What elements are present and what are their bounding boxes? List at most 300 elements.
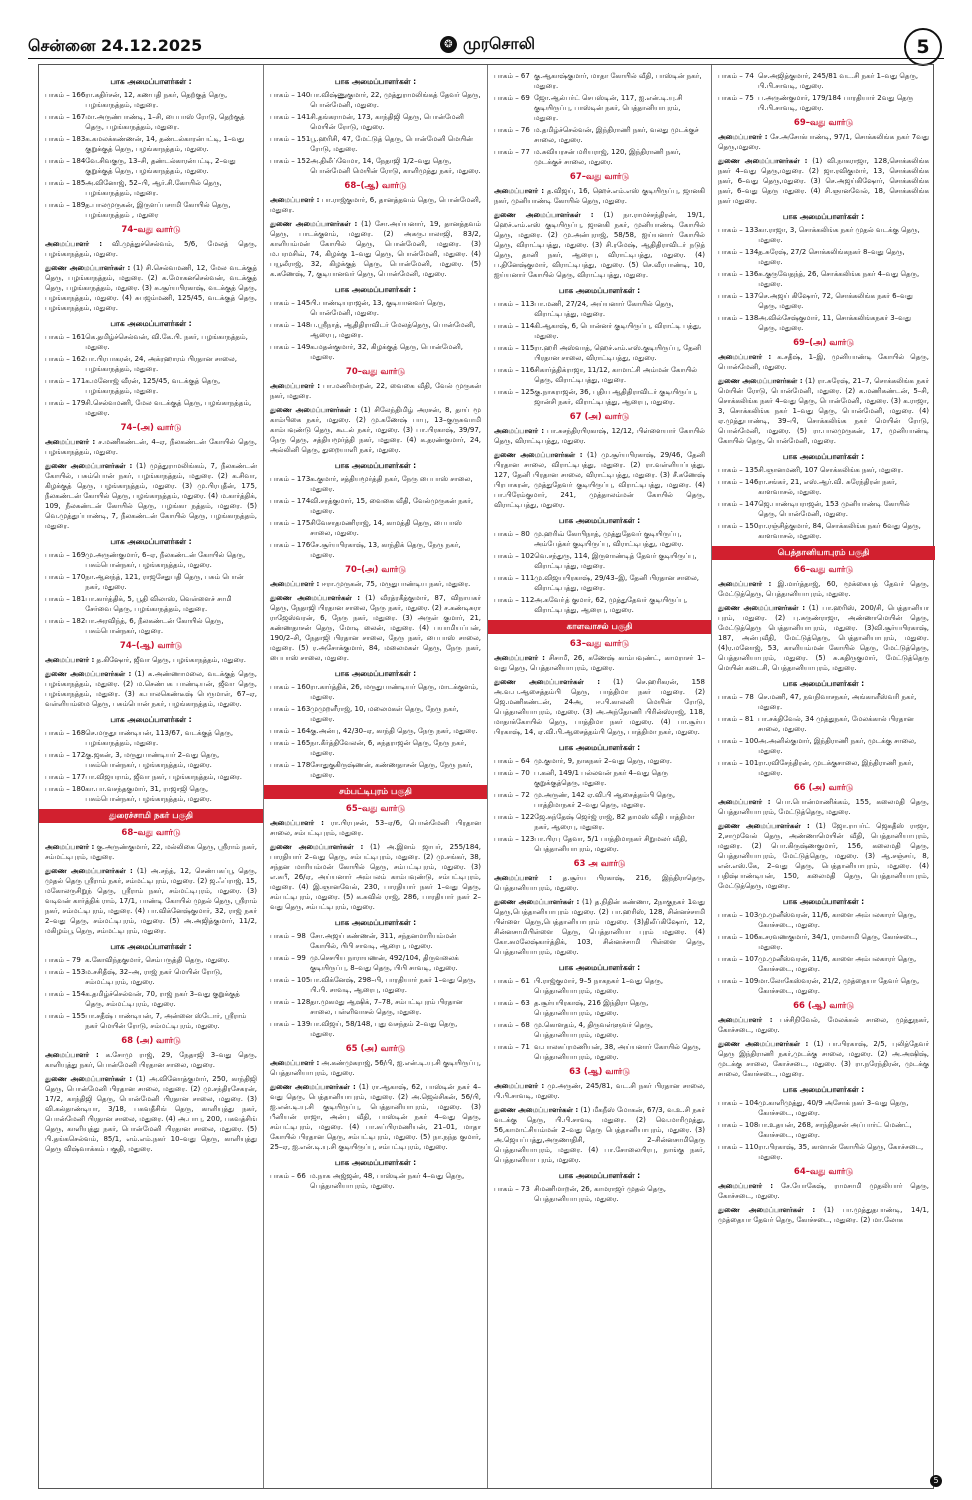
booth-organiser: ப.கனி, 149/1 பல்லவன் நகர் 4–வது தெரு குறுக்குத்தெரு, மதுரை. — [534, 769, 668, 787]
booth-number: பாகம் – 155 — [45, 1012, 86, 1020]
organiser-paragraph — [718, 132, 929, 152]
booth-organiser: க.சரவணகுமார், 34/1, ராமசாமி தெரு, கோச்சடை, மதுரை. — [758, 933, 918, 951]
booth-organiser: ரா.ரஞ்சித்குமார், 84, சொக்கலிங்க நகர் 6வது தெரு, காளவாசல், மதுரை. — [758, 522, 921, 540]
booth-number: பாகம் – 78 — [718, 693, 754, 701]
role-details: அ.கண்முகராஜ், 56/பி, ஐ.என்.டி.யு.சி குடியிருப்பு, பெத்தானியாபுரம், மதுரை. — [270, 1059, 481, 1077]
role-label: துணை அமைப்பாளர்கள் : — [494, 211, 594, 219]
booth-organiser: மு.செசபிய நாராயணன், 492/104, திருவலைக் குடியிருப்பு, 8–வது தெரு, பிபி சாவடி, மதுரை. — [310, 954, 459, 972]
booth-entry — [718, 954, 929, 974]
booth-organiser: ரா.சங்கர், 21, எஸ்.ஆர்.வி. சுரேந்திரன் நகர், காளவாசல், மதுரை. — [758, 478, 897, 496]
booth-number: பாகம் – 63 — [494, 999, 530, 1007]
organiser-paragraph — [45, 1050, 257, 1070]
booth-organiser: பா.சக்திவேல், 34 முத்துநகர், மேலக்கால் பிரதான சாலை, மதுரை. — [758, 715, 914, 733]
organiser-paragraph — [45, 866, 257, 936]
booth-entry — [718, 269, 929, 289]
booth-entry — [270, 997, 481, 1017]
subheading: பாக அமைப்பாளர்கள் : — [558, 743, 641, 752]
organiser-paragraph — [494, 450, 705, 510]
booth-entry — [494, 976, 705, 996]
booth-entry — [270, 738, 481, 758]
role-details: (1) பா.ஹரிஸ், 200/சி, பெத்தானியா புரம், மதுரை. (2) பு.சுருண்ராஜா, அண்ணாமெயின் தெரு, மேட்டுத்தெரு பெத்தானியாபுரம், மதுரை. (3)வி.சூர்யபிரகாஷ், 187, அன்புவீதி, மேட்டுத்தெரு, பெத்தானியாபுரம், மதுரை. (4)ர.மனோஜ், 53, காளியம்மன் கோயில் தெரு, மேட்டுத்தெரு, பெத்தானியாபுரம், மதுரை. (5) சு.கதிருகுமார், மேட்டுத்தெரு மெயின் கடைசி, பெத்தானியாபுரம், மதுரை. — [718, 604, 929, 672]
ward-heading: 68 (அ) வார்டு — [121, 1036, 181, 1046]
role-details: (1) அ.வினோத்குமார், 250, காந்திஜி தெரு, பொன்மேனி பிரதான சாலை, மதுரை. (2) மு.சந்திரசேகரன், 17/2, காந்திஜி தெரு, பொன்மேனி பிரதான சாலை, மதுரை. (3) வி.கல்தாண்டியா, 3/18, பகவதீசிங் தெரு, காளியுத்து நகர், பொன்மேனி பிரதான சாலை, மதுரை. (4) அ.பாபு, 200, பகவத்சிங் தெரு, காளியுத்து நகர், பொன்மேனி பிரதான சாலை, மதுரை. (5) பி.தங்கசெல்வம், 85/1, எம்.எம்.நகர் 10–வது தெரு, காளியுத்து தெரு விஷ்வாக்கம் பகுதி, மதுரை. — [45, 1075, 257, 1153]
booth-entry — [270, 90, 481, 110]
booth-entry — [270, 540, 481, 560]
booth-number: பாகம் – 66 — [270, 1172, 306, 1180]
role-label: துணை அமைப்பாளர்கள் : — [270, 1083, 356, 1091]
organiser-paragraph — [718, 1039, 929, 1079]
booth-entry — [270, 320, 481, 340]
booth-entry — [45, 728, 257, 748]
section-banner: சம்பட்டிபுரம் பகுதி — [264, 785, 487, 799]
booth-entry — [718, 758, 929, 778]
booth-number: பாகம் – 67 — [494, 72, 530, 80]
booth-organiser: பா.பிரபாகரன், 24, அக்ரஹாரம் பிரதான சாலை, பழங்காநத்தம், மதுரை. — [85, 355, 237, 373]
booth-entry — [45, 1011, 257, 1031]
role-details: (1) செ.ஹரிகரன், 158 அ.வ.ப.ஆசைத்தம்பி தெரு, பாத்திமா நகர் மதுரை. (2) ஜெ.மணிகண்டன், 24அ, ஈ.பி.காலனி மெயின் ரோடு, பெத்தானியாபுரம், மதுரை. (3) அ.அந்தோணி பிரின்ஸ்ராஜ், 118, மாதாக்கோயில் தெரு, பாத்திமா நகர் மதுரை. (4) பா.சூர்ய பிரகாஷ், 14, ஏ.வி.பி.ஆசைத்தம்பி தெரு, பாத்திமா நகர், மதுரை. — [494, 678, 705, 736]
role-details: ஈரா.முருகன், 75, மருதுபாண்டிய நகர், மதுரை. — [319, 580, 471, 588]
booth-entry — [45, 772, 257, 782]
booth-organiser: ம.சசிதீஷ், 32–அ, ராஜ் நகர் மெயின் ரோடு, சம்மட்டிபுரம், மதுரை. — [85, 968, 223, 986]
ward-heading: 66 (அ) வார்டு — [793, 783, 854, 793]
role-details: (1) ரா.ஆகாஷ், 62, பாஸ்டின் நகர் 4–வது தெரு, பெத்தானியாபுரம், மதுரை. (2) அ.ஜெல்சிகன், 56/பி, ஐ.என்.டி.யு.சி குடியிருப்பு, பெத்தானியாபுரம், மதுரை. (3) பீனியன் ராஜா, அன்பு வீதி, பாஸ்டின் நகர் 4–வது தெரு, சம்பட்டிபுரம், மதுரை. (4) பா.சுப்பிரமணியன், 21–01, மாதா கோயில் பிரதான தெரு, சம்பட்டிபுரம், மதுரை. (5) நா.நந்த குமார், 25–ஏ, ஐ.என்.டி.யு.சி குடியிருப்பு, சம்பட்டிபுரம், மதுரை. — [270, 1083, 481, 1151]
booth-entry — [718, 247, 929, 267]
booth-organiser: அ.திலீப்வேமா, 14, நேதாஜி 1/2–வது தெரு, பொன்மேனி மெயின் ரோடு, காளிமுத்து நகர், மதுரை. — [310, 157, 481, 175]
booth-entry — [718, 692, 929, 712]
booth-entry — [494, 998, 705, 1018]
subheading: பாக அமைப்பாளர்கள் : — [334, 918, 417, 927]
booth-number: பாகம் – 173 — [270, 475, 311, 483]
role-details: கு.அருண்குமார், 22, மல்லிகை தெரு, ஸ்ரீராம் நகர், சம்மட்டிபுரம், மதுரை. — [45, 843, 257, 861]
booth-organiser: ம.நாக அஜ்ஜன், 48, பாஸ்டின் நகர் 4–வது தெரு, பெத்தானியாபுரம், மதுரை. — [310, 1172, 465, 1190]
booth-number: பாகம் – 150 — [718, 522, 759, 530]
masthead-logo-icon: ❂ — [440, 36, 457, 53]
booth-entry — [494, 529, 705, 549]
booth-organiser: சிவேசாதமணிராஜ், 14, காமத்தி தெரு, பைபாஸ் சாலை, மதுரை. — [310, 519, 462, 537]
booth-number: பாகம் – 133 — [718, 226, 759, 234]
booth-organiser: பா.விஜய், 58/148, புது வசந்தம் 2–வது தெரு, மதுரை. — [310, 1020, 458, 1038]
organiser-paragraph — [45, 239, 257, 259]
role-details: க.சோமு ராஜ், 29, நேதாஜி 3–வது தெரு, காளியுத்து நகர், பொன்மேனி பிரதான சாலை, மதுரை. — [45, 1051, 257, 1069]
ward-heading: 74–(ஆ) வார்டு — [119, 641, 183, 651]
booth-entry — [45, 178, 257, 198]
booth-organiser: பா.விக்னேஷ், 298–பி, பாரதியார் நகர் 1–வது தெரு, பி.பி. சாவடி, ஆரைபு, மதுரை. — [310, 976, 476, 994]
booth-number: பாகம் – 153 — [45, 968, 86, 976]
booth-organiser: வி.சரத்குமார், 15, வைகை வீதி, வேல்முருகன் நகர், மதுரை. — [310, 497, 474, 515]
booth-number: பாகம் – 145 — [270, 299, 311, 307]
booth-organiser: ரா.ரவிசேந்திரன், முடக்குசாலை, இந்திராணி நகர், மதுரை. — [758, 759, 914, 777]
role-label: துணை அமைப்பாளர்கள் : — [270, 843, 364, 851]
booth-organiser: மு.குமார், 9, நாகநகர் 2–வது தெரு, மதுரை. — [534, 757, 673, 765]
organiser-paragraph — [45, 1074, 257, 1154]
role-details: மு.அருண், 245/81, வட.சி நகர் பிரதான சாலை, பி.பி.சாவடி, மதுரை. — [494, 1082, 705, 1100]
booth-number: பாகம் – 176 — [270, 541, 311, 549]
organiser-paragraph — [494, 210, 705, 280]
booth-number: பாகம் – 148 — [270, 321, 311, 329]
booth-organiser: ரா.ஹரி அஸ்வாத், ஹெச்.எம்.எஸ்.குடியிருப்பு, தேனி பிரதான சாலை, விராட்டிபத்து, மதுரை. — [534, 344, 702, 362]
role-details: சிசாமீ, 26, கணேஷ் காம்பவுண்ட், காமராசர் 1–வது தெரு, பெத்தானியாபுரம், மதுரை. — [494, 654, 705, 672]
booth-entry — [718, 291, 929, 311]
masthead — [440, 34, 535, 55]
ward-heading: 67–வது வார்டு — [569, 172, 630, 182]
role-label: அமைப்பாளர் : — [45, 1051, 99, 1059]
booth-number: பாகம் – 170 — [45, 573, 86, 581]
subheading: பாக அமைப்பாளர்கள் : — [782, 679, 865, 688]
booth-number: பாகம் – 75 — [718, 94, 754, 102]
booth-number: பாகம் – 164 — [270, 727, 311, 735]
booth-number: பாகம் – 109 — [718, 977, 759, 985]
booth-organiser: பா.விஜயராம், ஜீவா நகர், பழங்காநத்தம், மதுரை. — [85, 773, 243, 781]
role-label: அமைப்பாளர் : — [270, 196, 320, 204]
role-label: அமைப்பாளர் : — [718, 580, 772, 588]
role-label: துணை அமைப்பாளர்கள் : — [718, 1206, 816, 1214]
booth-number: பாகம் – 135 — [718, 466, 759, 474]
role-label: அமைப்பாளர் : — [270, 1059, 320, 1067]
booth-entry — [494, 790, 705, 810]
booth-number: பாகம் – 114 — [494, 322, 535, 330]
booth-entry — [718, 499, 929, 519]
booth-entry — [45, 750, 257, 770]
booth-number: பாகம் – 102 — [494, 552, 535, 560]
booth-number: பாகம் – 111 — [494, 574, 535, 582]
booth-organiser: மு.கொளதம், 4, திருவள்ளுவர் தெரு, பெத்தானியாபுரம், மதுரை. — [534, 1021, 654, 1039]
role-details: (1) ஜோ.ராபர்ட் ஜெகதீஸ் ராஜா, 2,சாமுவேல் தெரு, அண்ணாமெயின் வீதி, பெத்தானியாபுரம், மதுரை. (2) பொ.கிருஷ்ணகுமார், 156, கலைமதி தெரு, பெத்தானியாபுரம், மேட்டுத்தெரு, மதுரை. (3) ஆ.சஞ்சய், 8, என்.எஸ்.கே, 2–வது தெரு, பெத்தானியாபுரம், மதுரை. (4) பதிஷ்பாண்டியன், 150, கலைமதி தெரு, பெத்தானியாபுரம், மேட்டுத்தெரு, மதுரை. — [718, 822, 929, 890]
booth-number: பாகம் – 107 — [718, 955, 759, 963]
booth-entry — [270, 760, 481, 780]
ward-heading: 74–வது வார்டு — [121, 225, 181, 235]
organiser-paragraph — [45, 842, 257, 862]
booth-organiser: அ.வினோஜ், 52–பி, ஆர்.சி.கோயில் தெரு, பழங்காநத்தம், மதுரை. — [85, 179, 222, 197]
booth-organiser: அ.அனில்குமார், இந்திராணி நகர், முடக்கு சாலை, மதுரை. — [758, 737, 917, 755]
column-2 — [263, 65, 487, 1488]
booth-entry — [270, 112, 481, 132]
ward-heading: 66–வது வார்டு — [793, 565, 854, 575]
booth-entry — [45, 200, 257, 220]
ward-heading: 69–(அ) வார்டு — [793, 338, 854, 348]
booth-organiser: நா.ஆனந்த், 121, ராஜசேதுபதி தெரு, பசும் பொன் நகர், மதுரை. — [85, 573, 244, 591]
organiser-paragraph — [718, 352, 929, 372]
column-4 — [711, 65, 935, 1488]
booth-organiser: ஜோ.ஆல்பர்ட் செபஸ்டின், 117, ஐ.என்.டி.யு.சி குடியிருப்பு, பாஸ்டின் நகர், பெத்தானியாபுரம், மதுரை. — [534, 94, 683, 122]
booth-number: பாகம் – 81 — [718, 715, 754, 723]
organiser-paragraph — [494, 897, 705, 957]
booth-entry — [270, 975, 481, 995]
booth-number: பாகம் – 77 — [494, 148, 530, 156]
booth-entry — [718, 521, 929, 541]
booth-number: பாகம் – 110 — [718, 1143, 759, 1151]
ward-heading: 64–வது வார்டு — [793, 1167, 854, 1177]
ward-heading: 70–(அ) வார்டு — [345, 565, 406, 575]
role-label: அமைப்பாளர் : — [270, 580, 320, 588]
subheading: பாக அமைப்பாளர்கள் : — [110, 77, 192, 86]
booth-entry — [270, 496, 481, 516]
booth-entry — [494, 1184, 705, 1204]
booth-organiser: த.பாலமுருகன், இருளப்பசாமி கோயில் தெரு, பழங்காநத்தம் , மதுரை — [85, 201, 231, 219]
role-details: (1) மு.சூர்யபிரகாஷ், 29/46, தேனி பிரதான சாலை, விராட்டிபத்து, மதுரை. (2) ரா.வள்ளியப்பத்து, 127, தேனி பிரதான சாலை, விராட்டிபத்து, மதுரை. (3) சீ.கணேஷ் பிரபாகரன், முத்துதேவர் குடியிருப்பு, விராட்டிபத்து, மதுரை. (4) பா.பிரேம்குமார், 241, முத்தாலம்மன் கோயில் தெரு, விராட்டிபத்து, மதுரை. — [494, 451, 705, 509]
booth-organiser: சிகார்த்திக்ராஜா, 11/12, காமாட்சி அம்மன் கோயில் தெரு, விராட்டிபத்து, மதுரை. — [534, 366, 698, 384]
role-details: (1) சிலேந்திமிழ் அரசன், 8, தாய் மூ காம்பிகை நகர், மதுரை. (2) மு.கணேஷ் பாபு, 13–குருசுவாமி காம்பவுண்டு தெரு, கூடல் நகர், மதுரை. (3) பா.பிரகாஷ், 39/97, நேரு தெரு, சத்தியமூர்த்தி நகர், மதுரை. (4) க.தரண்குமார், 24, அல்லினி தெரு, துறையாளி நகர், மதுரை. — [270, 406, 481, 454]
booth-entry — [494, 756, 705, 766]
booth-organiser: பா.பிரபு தேவா, 5/1 பாத்திமாநகர் சிறுமலர் வீதி, பெத்தானியாபுரம், மதுரை. — [534, 835, 688, 853]
booth-organiser: க.கோவிந்தகுமார், செம்பருத்தி தெரு, மதுரை. — [85, 956, 230, 964]
subheading: பாக அமைப்பாளர்கள் : — [558, 516, 641, 525]
booth-number: பாகம் – 169 — [45, 551, 86, 559]
role-label: துணை அமைப்பாளர்கள் : — [718, 157, 808, 165]
booth-number: பாகம் – 108 — [718, 1121, 759, 1129]
booth-entry — [45, 90, 257, 110]
footer-page-number: 5 — [930, 1475, 942, 1487]
role-details: சே.யோகேஷ், ராமசாமி முதலியார் தெரு, கோச்சடை, மதுரை. — [718, 1182, 930, 1200]
booth-organiser: கா.பா.வசந்தகுமார், 31, ராஜாஜி தெரு, பசும்பொன்நகர், பழங்காநத்தம், மதுரை. — [85, 785, 212, 803]
booth-number: பாகம் – 177 — [45, 773, 86, 781]
booth-organiser: த.சுரேஷ், 27/2 சொக்கலிங்கநகர் 8–வது தெரு, மதுரை. — [758, 248, 905, 266]
booth-organiser: செ.அஜித்குமார், 245/81 வட.சி நகர் 1–வது தெரு, பி.பி.சாவடி, மதுரை. — [758, 72, 919, 90]
booth-entry — [718, 225, 929, 245]
role-label: அமைப்பாளர் : — [494, 874, 552, 882]
booth-entry — [494, 125, 705, 145]
booth-number: பாகம் – 112 — [494, 596, 535, 604]
booth-entry — [718, 93, 929, 113]
booth-number: பாகம் – 106 — [718, 933, 759, 941]
booth-organiser: முமுறளீராஜ், 10, மலைமகள் தெரு, நேரு நகர், மதுரை. — [310, 705, 459, 723]
ward-heading: 63 (ஆ) வார்டு — [569, 1067, 630, 1077]
role-details: (1) அ.இளம் ஜாபர், 255/184, பாரதியார் 2–வது தெரு, சம்பட்டிபுரம், மதுரை. (2) மு.சங்கர், 38, சந்தன மாரியம்மன் கோயில் தெரு, சம்பட்டிபுரம், மதுரை. (3) எ.சுபீ, 26/ஏ, அய்யனார் அம்பலம் காம்பவுண்டு, சம்பட்டிபுரம், மதுரை. (4) இ.ஞானவேல், 230, பாரதியார் நகர் 1–வது தெரு, சம்பட்டிபுரம், மதுரை. (5) க.சுவில் ராஜ், 286, பாரதியார் நகர் 2–வது தெரு, சம்பட்டிபுரம், மதுரை. — [270, 843, 481, 911]
booth-organiser: க.கமலக்கண்ணன், 14, தண்டல்காரன்பட்டி, 1–வது குறுக்குத் தெரு, பழங்காநத்தம், மதுரை. — [85, 135, 245, 153]
booth-number: பாகம் – 178 — [270, 761, 311, 769]
booth-number: பாகம் – 64 — [494, 757, 530, 765]
booth-entry — [718, 932, 929, 952]
booth-organiser: அ.கவோ்த் குமார், 62, முத்துதேவர் குடியிருப்பு, விராட்டிபத்து, ஆரைபு, மதுரை. — [534, 596, 688, 614]
booth-organiser: அ.வில்சேஷ்குமார், 11, சொக்கலிங்கநகர் 3–வது தெரு, மதுரை. — [758, 314, 911, 332]
booth-number: பாகம் – 122 — [494, 813, 535, 821]
role-details: பச்சிநிவேல், மேலக்கல் சாலை, முத்துநகர், கோச்சடை, மதுரை. — [718, 1016, 929, 1034]
booth-organiser: கெ.தமிழ்ச்செல்வன், வி.கே.பி. நகர், பழங்காநத்தம், மதுரை. — [85, 333, 248, 351]
booth-organiser: தா.முகமது ஆஷிக், 7–78, சம்பட்டிபுரம் பிரதான சாலை, பள்ளிவாசல் தெரு, மதுரை. — [310, 998, 463, 1016]
booth-number: பாகம் – 69 — [494, 94, 530, 102]
role-label: அமைப்பாளர் : — [718, 1182, 774, 1190]
role-label: துணை அமைப்பாளர்கள் : — [45, 264, 131, 272]
booth-entry — [270, 1171, 481, 1191]
booth-entry — [270, 298, 481, 318]
booth-entry — [718, 1098, 929, 1118]
booth-organiser: க.மனோஜ் வீரன், 125/45, வடக்குத் தெரு, பழங்காநத்தம், மதுரை. — [85, 377, 221, 395]
role-label: அமைப்பாளர் : — [718, 1016, 773, 1024]
role-details: வி.முத்துச்செல்வம், 5/6, மேலத் தெரு, பழங்காநத்தம், மதுரை. — [45, 240, 257, 258]
booth-organiser: பா.விஷ்ணுகுமார், 22, முத்துராமலிங்கத் தேவர் தெரு, பொன்மேனி, மதுரை. — [310, 91, 481, 109]
booth-number: பாகம் – 98 — [270, 932, 306, 940]
subheading: பாக அமைப்பாளர்கள் : — [334, 285, 417, 294]
booth-entry — [718, 976, 929, 996]
booth-organiser: க.குமார், சத்தியமூர்த்தி நகர், நேரு பைபாஸ் சாலை, மதுரை. — [310, 475, 473, 493]
role-label: அமைப்பாளர் : — [494, 187, 545, 195]
booth-organiser: ஜே.சுந்தேஷ் ஜெர்ஜ் ராஜ், 82 தாமஸ் வீதி பாத்திமா நகர், ஆரைபு, மதுரை. — [534, 813, 695, 831]
booth-number: பாகம் – 105 — [270, 976, 311, 984]
booth-entry — [270, 156, 481, 176]
booth-number: பாகம் – 171 — [45, 377, 86, 385]
booth-entry — [494, 93, 705, 123]
booth-entry — [270, 342, 481, 362]
role-label: அமைப்பாளர் : — [494, 654, 545, 662]
booth-entry — [718, 1142, 929, 1162]
subheading: பாக அமைப்பாளர்கள் : — [782, 1085, 865, 1094]
ward-heading: 69–வது வார்டு — [793, 118, 854, 128]
role-details: பா.சுசந்திரபிரகாஷ், 12/12, பிள்ளையார் கோயில் தெரு, விராட்டிபத்து, மதுரை. — [494, 427, 705, 445]
booth-number: பாகம் – 123 — [494, 835, 535, 843]
booth-number: பாகம் – 99 — [270, 954, 306, 962]
booth-organiser: கா.ராஜா, 3, சொக்கலிங்க நகர் முதல் வடக்கு தெரு, மதுரை. — [758, 226, 920, 244]
role-label: அமைப்பாளர் : — [718, 798, 771, 806]
booth-number: பாகம் – 128 — [270, 998, 311, 1006]
booth-entry — [270, 1019, 481, 1039]
booth-entry — [718, 910, 929, 930]
column-3 — [487, 65, 711, 1488]
organiser-paragraph — [270, 1058, 481, 1078]
booth-number: பாகம் – 79 — [45, 956, 81, 964]
booth-entry — [45, 616, 257, 636]
role-details: பொ.பொன்மாணிக்கம், 155, கலைமதி தெரு, பெத்தானியாபுரம், மேட்டுத்தெரு, மதுரை. — [718, 798, 929, 816]
role-details: (1) முத்துராமலிங்கம், 7, நீலகண்டன் கோயில், பசும்பொன் நகர், பழங்காநத்தம், மதுரை. (2) க.சிவா, கிழக்குத் தெரு, பழங்காநத்தம், மதுரை. (3) மு.பிரபுதீன், 175, நீலகண்டன் கோயில் தெரு, பழங்காநத்தம், மதுரை. (4) ம.கார்த்திக், 109, நீலகண்டன் கோயில் தெரு, பழங்கா நத்தம், மதுரை. (5) வெ.முத்துப்பாண்டி, 7, நீலகண்டன் கோயில் தெரு, பழங்காநத்தம், மதுரை. — [45, 462, 257, 530]
subheading: பாக அமைப்பாளர்கள் : — [334, 461, 417, 470]
booth-organiser: சி.தங்கராமன், 173, காந்திஜி தெரு, பொன்மேனி மெயின் ரோடு, மதுரை. — [310, 113, 464, 131]
booth-organiser: சி.செல்வமணி, மேல வடக்குத் தெரு, பழங்காநத்தம், மதுரை. — [85, 399, 252, 417]
booth-entry — [494, 595, 705, 615]
booth-number: பாகம் – 139 — [270, 1020, 311, 1028]
subheading: பாக அமைப்பாளர்கள் : — [558, 1171, 641, 1180]
booth-number: பாகம் – 73 — [494, 1185, 530, 1193]
booth-entry — [45, 134, 257, 154]
subheading: பாக அமைப்பாளர்கள் : — [782, 452, 865, 461]
organiser-paragraph — [718, 1205, 929, 1225]
booth-number: பாகம் – 154 — [45, 990, 86, 998]
subheading: பாக அமைப்பாளர்கள் : — [558, 963, 641, 972]
edition-date: சென்னை 24.12.2025 — [28, 36, 203, 55]
booth-entry — [494, 299, 705, 319]
booth-organiser: மா.அருண்பாண்டி, 1–சி, பைபாஸ் ரோடு, தெற்குத் தெரு, பழங்காநத்தம், மதுரை. — [85, 113, 245, 131]
booth-entry — [494, 812, 705, 832]
page-number: 5 — [904, 28, 942, 66]
booth-organiser: க.மதன்குமார், 32, கிழக்குத் தெரு, பொன்மேனி, மதுரை. — [310, 343, 463, 361]
role-details: த.சூர்ய பிரகாஷ், 216, இந்திராதெரு, பெத்தானியாபுரம், மதுரை. — [494, 874, 705, 892]
role-details: க.சதீஷ், 1–இ, முனியாண்டி கோயில் தெரு, பொன்மேனி, மதுரை. — [718, 353, 929, 371]
booth-entry — [270, 134, 481, 154]
role-details: (1) நா.ராமச்சந்திரன், 19/1, ஹெச்.எம்.எஸ் குடியிருப்பு, ஜானகி நகர், முனியாண்டி கோயில் தெரு, மதுரை. (2) மு.அன்புராஜ், 58/58, ஐய்யனார் கோயில் தெரு, விராட்டிபத்து, மதுரை. (3) சி.ரமேஷ், ஆதிதிராவிடர் நடுத் தெரு, தானி நகர், ஆரைபு, விராட்டிபத்து, மதுரை. (4) ப.தினேஷ்குமார், விராட்டிபத்து, மதுரை. (5) செ.வீரபாண்டி, 10, ஐய்யனார் கோயில் தெரு, விராட்டிபத்து, மதுரை. — [494, 211, 705, 279]
booth-organiser: பா.சதீஷ் பாண்டியன், 7, அன்னை ஸ்டோர், ஸ்ரீராம் நகர் மெயின் ரோடு, சம்மட்டிபுரம், மதுரை. — [85, 1012, 247, 1030]
role-details: பா.ராஜ்குமார், 6, தானத்தவம் தெரு, பொன்மேனி, மதுரை. — [270, 196, 481, 214]
booth-number: பாகம் – 80 — [494, 530, 530, 538]
booth-number: பாகம் – 181 — [45, 595, 86, 603]
booth-number: பாகம் – 101 — [718, 759, 759, 767]
booth-number: பாகம் – 183 — [45, 135, 86, 143]
organiser-paragraph — [718, 156, 929, 206]
booth-number: பாகம் – 163 — [270, 705, 311, 713]
organiser-paragraph — [270, 405, 481, 455]
role-label: அமைப்பாளர் : — [45, 438, 96, 446]
role-label: துணை அமைப்பாளர்கள் : — [718, 377, 803, 385]
booth-entry — [45, 354, 257, 374]
role-details: (1) சோ.அய்யனார், 19, தானத்தவம் தெரு, பாடக்குளம், மதுரை. (2) அகரு.பாலாஜி, 83/2, காளியம்மன் கோயில் தெரு, பொன்மேனி, மதுரை. (3) ம.பரமசிவ், 74, கிழக்கு 1–வது தெரு, பொன்மேனி, மதுரை. (4) பயூலீராஜ், 32, கிழக்குத் தெரு, பொன்மேனி, மதுரை. (5) க.கணேஷ், 7, குடியானவர் தெரு, பொன்மேனி, மதுரை. — [270, 220, 481, 278]
booth-organiser: கு.ஆகாஷ்குமார், மாதா கோயில் வீதி, பாஸ்டின் நகர், மதுரை. — [534, 72, 702, 90]
booth-number: பாகம் – 71 — [494, 1043, 530, 1051]
booth-number: பாகம் – 115 — [494, 344, 535, 352]
booth-number: பாகம் – 180 — [45, 785, 86, 793]
booth-organiser: செ.மருதுபாண்டியன், 113/67, வடக்குத் தெரு, பழங்காநத்தம், மதுரை. — [85, 729, 234, 747]
booth-organiser: வெ.சந்துரு, 114, இருளாண்டித் தேவர் குடியிருப்பு, விராட்டிபத்து, மதுரை. — [534, 552, 697, 570]
booth-organiser: ம.தமிழ்ச்செல்வன், இந்திராணி நகர், வலது முடக்குச் சாலை, மதுரை. — [534, 126, 699, 144]
booth-number: பாகம் – 113 — [494, 300, 535, 308]
ward-heading: 68–வது வார்டு — [121, 828, 181, 838]
booth-number: பாகம் – 146 — [718, 478, 759, 486]
booth-number: பாகம் – 184 — [45, 157, 86, 165]
role-label: துணை அமைப்பாளர்கள் : — [45, 670, 132, 678]
booth-number: பாகம் – 137 — [718, 292, 759, 300]
subheading: பாக அமைப்பாளர்கள் : — [782, 212, 865, 221]
booth-number: பாகம் – 103 — [718, 911, 759, 919]
booth-organiser: பூ.ஹரிசி, 47, மேட்டுத் தெரு, பொன்மேனி மெயின் ரோடு, மதுரை. — [310, 135, 473, 153]
booth-number: பாகம் – 68 — [494, 1021, 530, 1029]
booth-organiser: பா.உதயன், 268, சாந்திதசன் அப்பார்ட் மெண்ட், கோச்சடை, மதுரை. — [758, 1121, 912, 1139]
booth-number: பாகம் – 76 — [494, 126, 530, 134]
organiser-paragraph — [494, 1105, 705, 1165]
booth-number: பாகம் – 182 — [45, 617, 86, 625]
column-1 — [39, 65, 263, 1488]
booth-organiser: கு.அன்பு, 42/30–ஏ, காந்தி தெரு, நேரு நகர், மதுரை. — [310, 727, 478, 735]
booth-organiser: ரா.பிரகாஷ், 35, காளான் கோயில் தெரு, கோச்சடை, மதுரை. — [758, 1143, 924, 1161]
ward-heading: 67 (அ) வார்டு — [569, 412, 630, 422]
role-label: அமைப்பாளர் : — [718, 353, 772, 361]
booth-organiser: மு.அருண்குமார், 6–ஏ, நீலகண்டன் கோயில் தெரு, பசும்பொன்நகர், பழங்காநத்தம், மதுரை. — [85, 551, 246, 569]
booth-entry — [45, 550, 257, 570]
booth-organiser: ஜெ.பாண்டியராஜன், 153 முனியாண்டி கோயில் தெரு, பொன்மேனி, மதுரை. — [758, 500, 910, 518]
role-label: துணை அமைப்பாளர்கள் : — [270, 220, 358, 228]
booth-entry — [45, 594, 257, 614]
section-banner: பெத்தானியாபுரம் பகுதி — [712, 546, 935, 560]
organiser-paragraph — [494, 873, 705, 893]
section-banner: காளவாசல் பகுதி — [488, 620, 711, 634]
booth-entry — [494, 768, 705, 788]
booth-organiser: சோதுகுகிருஷ்ணன், கண்ணதாசன் தெரு, நேரு நகர், மதுரை. — [310, 761, 473, 779]
role-label: அமைப்பாளர் : — [45, 843, 95, 851]
booth-number: பாகம் – 185 — [45, 179, 86, 187]
role-details: (1) சி.செல்வமணி, 12, மேல வடக்குத் தெரு, பழங்காநத்தம், மதுரை. (2) க.மோகனசெல்வன், வடக்குத் தெரு, பழங்காநத்தம், மதுரை. (3) சு.சூர்யபிரகாஷ், வடக்குத் தெரு, பழங்காநத்தம், மதுரை. (4) சுபஜம்மணி, 125/45, வடக்குத் தெரு, பழங்காநத்தம், மதுரை. — [45, 264, 258, 312]
booth-entry — [494, 71, 705, 91]
booth-organiser: கு.நாகராஜன், 36, புதிய ஆதிதிராவிடர் குடியிருப்பு, ஜான்சி நகர், விராட்டிபத்து, ஆரைபு, மதுரை. — [534, 388, 698, 406]
booth-organiser: ப.ஸ்ரீநாத், ஆதிதிராவிடர் மேலத்தெரு, பொன்மேனி, ஆரைபு, மதுரை. — [310, 321, 476, 339]
booth-number: பாகம் – 179 — [45, 399, 86, 407]
organiser-paragraph — [718, 376, 929, 446]
organiser-paragraph — [45, 263, 257, 313]
booth-organiser: சு.குருவேதந்த், 26, சொக்கலிங்க நகர் 4–வது தெரு, மதுரை. — [758, 270, 920, 288]
booth-entry — [494, 1020, 705, 1040]
organiser-paragraph — [718, 797, 929, 817]
booth-organiser: மு.முனீஸ்வரன், 11/6, காளை அம்பலகாரர் தெரு, கோச்சடை, மதுரை. — [758, 955, 917, 973]
booth-organiser: செ.மணி, 47, நவநிவாசநகர், அங்காளீஸ்வரி நகர், மதுரை. — [758, 693, 917, 711]
booth-organiser: ரா.கதிர்சன், 12, கணபதி நகர், தெற்குத் தெரு, பழங்காநத்தம், மதுரை. — [85, 91, 228, 109]
booth-number: பாகம் – 152 — [270, 157, 311, 165]
role-details: (1) பா.பிரகாஷ், 2/5, புலித்தேவர் தெரு இந்திராணி நகர்,முடக்கு சாலை, மதுரை. (2) அ.அஷிஷ், முடக்கு சாலை, கோச்சடை, மதுரை. (3) ரா.நரேந்திரன், முடக்கு சாலை, கோச்சடை, மதுரை. — [718, 1040, 929, 1078]
ward-heading: 70–வது வார்டு — [345, 367, 406, 377]
booth-organiser: நா.கீர்த்திவேலன், 6, சுந்தராஜன் தெரு, நேரு நகர், மதுரை. — [310, 739, 467, 757]
booth-organiser: மு.விஜயபிரகாஷ், 29/43–இ, தேனி பிரதான சாலை, விராட்டிபத்து, மதுரை. — [534, 574, 700, 592]
role-label: துணை அமைப்பாளர்கள் : — [718, 1040, 809, 1048]
organiser-paragraph — [270, 195, 481, 215]
booth-number: பாகம் – 74 — [718, 72, 754, 80]
role-label: அமைப்பாளர் : — [45, 656, 95, 664]
booth-number: பாகம் – 141 — [270, 113, 311, 121]
organiser-paragraph — [270, 219, 481, 279]
role-label: அமைப்பாளர் : — [494, 1082, 545, 1090]
subheading: பாக அமைப்பாளர்கள் : — [110, 537, 192, 546]
ward-heading: 66 (ஆ) வார்டு — [793, 1001, 854, 1011]
